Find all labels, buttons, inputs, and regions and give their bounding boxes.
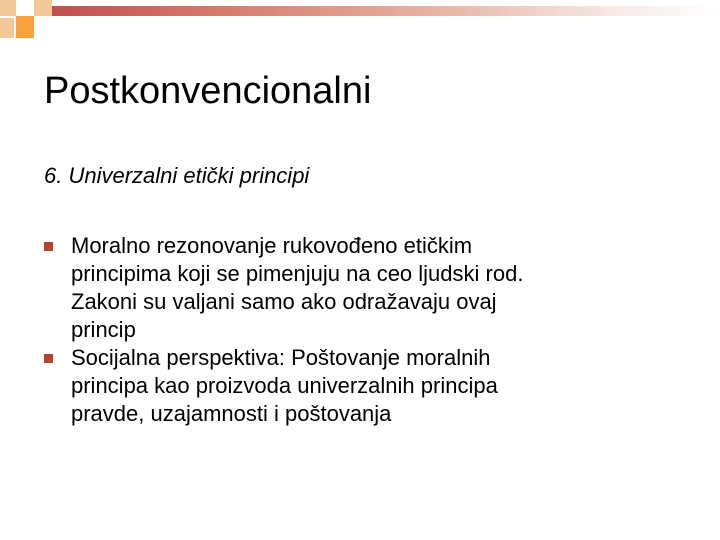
deco-square bbox=[0, 0, 16, 16]
bullet-square-icon bbox=[44, 354, 53, 363]
bullet-text-line: princip bbox=[71, 317, 136, 342]
deco-square bbox=[0, 18, 14, 38]
corner-decoration bbox=[0, 0, 60, 45]
bullet-text-line: principa kao proizvoda univerzalnih principa bbox=[71, 373, 498, 398]
bullet-list bbox=[44, 232, 684, 428]
bullet-text-line: Moralno rezonovanje rukovođeno etičkim bbox=[71, 233, 473, 258]
deco-square bbox=[34, 0, 52, 16]
slide-title: Postkonvencionalni bbox=[44, 70, 372, 112]
slide-subtitle: 6. Univerzalni etički principi bbox=[44, 163, 310, 188]
bullet-item bbox=[44, 344, 684, 428]
bullet-text-line: Socijalna perspektiva: Poštovanje moralnih bbox=[71, 345, 491, 370]
bullet-item bbox=[44, 232, 684, 344]
bullet-text-line: principima koji se pimenjuju na ceo ljudski rod. bbox=[71, 261, 524, 286]
deco-square bbox=[16, 16, 34, 38]
top-gradient-bar bbox=[52, 6, 720, 16]
bullet-text-line: pravde, uzajamnosti i poštovanja bbox=[71, 401, 392, 426]
bullet-square-icon bbox=[44, 242, 53, 251]
bullet-text-line: Zakoni su valjani samo ako odražavaju ovaj bbox=[71, 289, 497, 314]
